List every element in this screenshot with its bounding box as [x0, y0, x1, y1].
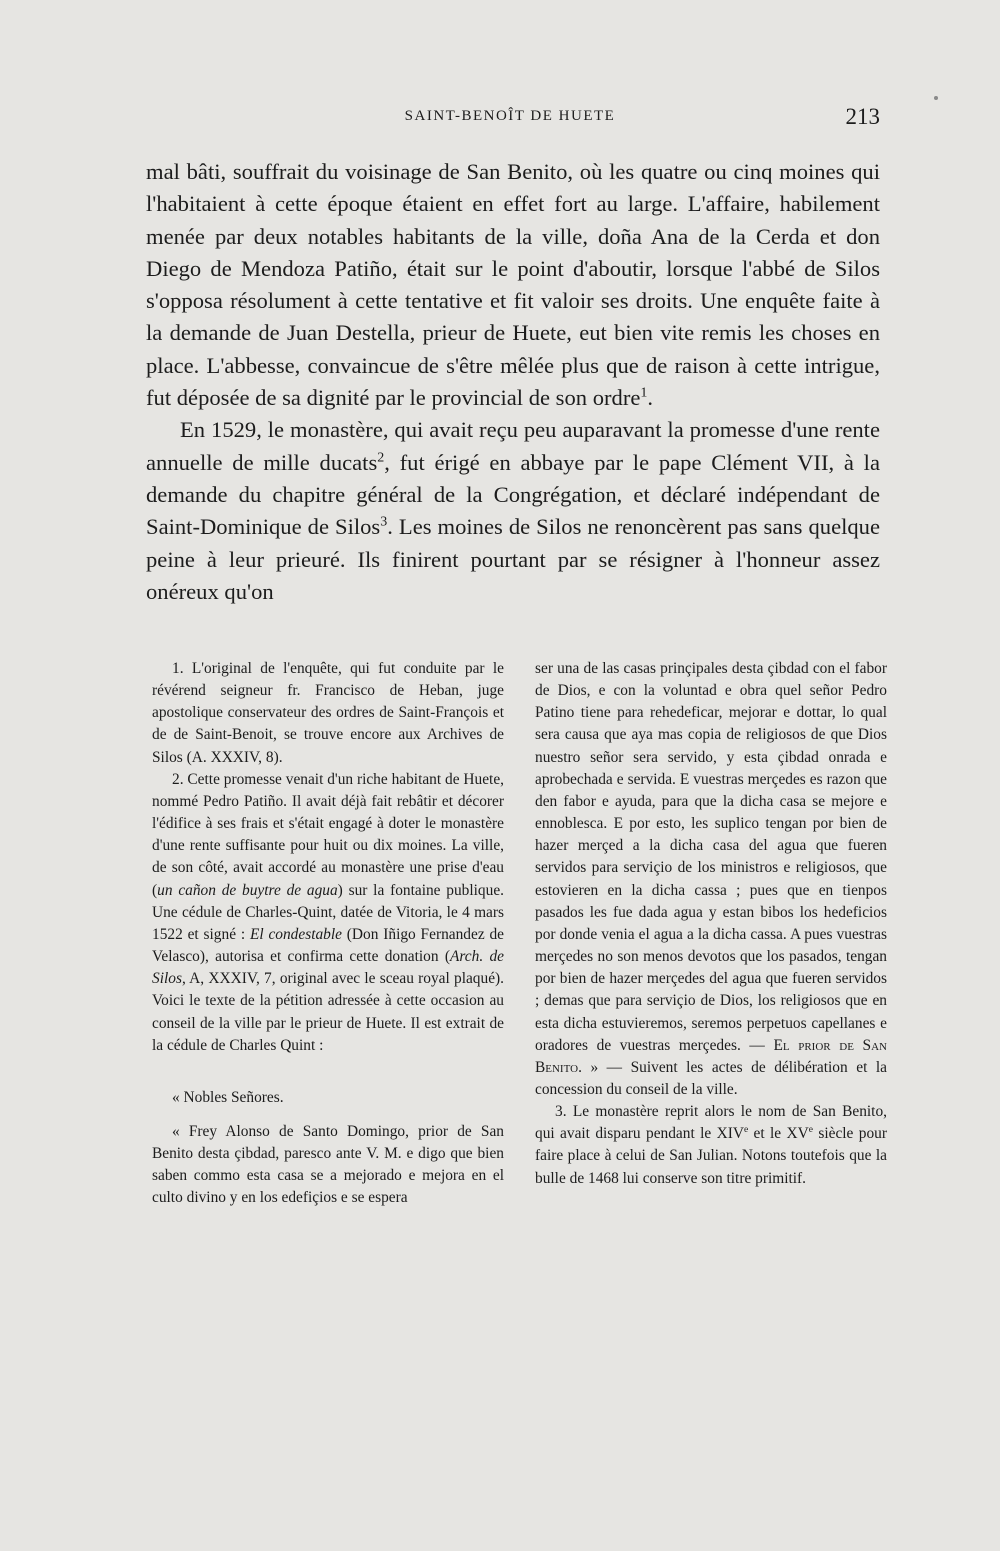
footnote-3-sup-2: e — [808, 1124, 813, 1136]
footnote-2-text-b: ) sur la fontaine publique. Une cédule de Charles-Quint, datée de Vitoria, le 4 mars 1522 et signé : — [152, 881, 504, 943]
footnote-2 — [152, 769, 504, 1057]
footnote-2-italic-3: Arch. de Silos — [152, 948, 504, 988]
footnote-2-italic-1: un cañon de buytre de agua — [157, 881, 338, 899]
main-text — [146, 156, 880, 608]
footnote-2-text-c: (Don Iñigo Fernandez de Velasco), autorisa et confirma cette donation ( — [152, 925, 504, 966]
footnote-2-text-d: , A, XXXIV, 7, original avec le sceau royal plaqué). Voici le texte de la pétition adressée à cette occasion au conseil de la ville par le prieur de Huete. Il est extrait de la cédule de Charles Quint : — [152, 970, 504, 1054]
footnote-ref-2: 2 — [377, 450, 385, 466]
quote-continuation — [535, 658, 887, 1101]
footnote-2-italic-2: El condestable — [249, 925, 342, 943]
running-head — [140, 104, 880, 134]
footnote-2-text-a: Cette promesse venait d'un riche habitant de Huete, nommé Pedro Patiño. Il avait déjà fait rebâtir et décorer l'édifice à ses frais et s'était engagé à doter le monastère d'une rente suffisante pour huit ou dix moines. La ville, de son côté, avait accordé au monastère une prise d'eau ( — [152, 770, 504, 899]
footnotes-right-column — [535, 658, 887, 1190]
footnote-3-text-c: siècle pour faire place à celui de San Julian. Notons toutefois que la bulle de 1468 lui conserve son titre primitif. — [535, 1125, 887, 1187]
quote-signature: El prior de San Benito — [535, 1036, 887, 1076]
main-paragraph-2-text-b: , fut érigé en abbaye par le pape Clément VII, à la demande du chapitre général de la Congrégation, et déclaré indépendant de Saint-Dominique de Silos — [146, 449, 880, 540]
footnote-1 — [152, 658, 504, 769]
footnote-1-number: 1. — [172, 660, 184, 677]
footnote-1-text: L'original de l'enquête, qui fut conduite par le révérend seigneur fr. Francisco de Heban, juge apostolique conservateur des ordres de Saint-François et de de Saint-Benoit, se trouve encore aux Archives de Silos (A. XXXIV, 8). — [152, 660, 504, 766]
footnote-3-number: 3. — [555, 1103, 567, 1121]
footnote-3-text-a: Le monastère reprit alors le nom de San Benito, qui avait disparu pendant le XIV — [535, 1103, 887, 1143]
footnote-2-number: 2. — [172, 770, 184, 788]
footnote-3 — [535, 1101, 887, 1190]
main-paragraph-2-text-a: En 1529, le monastère, qui avait reçu peu auparavant la promesse d'une rente annuelle de mille ducats — [146, 417, 880, 475]
main-paragraph-1-end: . — [647, 385, 654, 411]
footnote-ref-3: 3 — [380, 514, 388, 530]
quote-right-text: ser una de las casas prinçipales desta çibdad con el fabor de Dios, e con la voluntad e obra quel señor Pedro Patino tiene para rehedeficar, mejorar e dottar, lo qual sera causa que aya mas copia de religiosos de que Dios nuestro señor sera servido, y esta çibdad onrada e aprobechada e servida. E vuestras merçedes es razon que den fabor e ayuda, para que la dicha casa se mejore e ennoblesca. E por esto, les suplico tengan por bien de hazer merçed a la dicha casa del agua que fueren servidos para serviçio de los ministros e religiosos, que estovieren en la dicha cassa ; pues que en tienpos pasados les fue dada agua y estan bibos los hedeficios por donde venia el agua a la dicha cassa. A pues vuestras merçedes no son menos devotos que los pasados, tengan por bien de hazer merçedes del agua que fueren servidos ; demas que para serviçio de Dios, los religiosos que en esta dicha estuvieremos, seremos perpetuos capellanes e oradores de vuestras merçedes. — — [535, 660, 887, 1054]
quote-end-text: . » — Suivent les actes de délibération et la concession du conseil de la ville. — [535, 1058, 887, 1098]
quote-salutation: « Nobles Señores. — [172, 1088, 284, 1106]
paper-speck — [934, 96, 938, 100]
footnote-3-text-b: et le XV — [748, 1125, 809, 1143]
main-paragraph-1 — [146, 156, 880, 414]
main-paragraph-2 — [146, 414, 880, 608]
page-number: 213 — [845, 104, 880, 129]
main-paragraph-2-text-c: . Les moines de Silos ne renoncèrent pas sans quelque peine à leur prieuré. Ils finirent pourtant par se résigner à l'honneur assez onéreux qu'on — [146, 514, 880, 604]
footnote-ref-1: 1 — [640, 385, 648, 401]
footnotes-left-column — [152, 658, 504, 1210]
footnote-3-sup-1: e — [743, 1124, 749, 1136]
main-paragraph-1-text: mal bâti, souffrait du voisinage de San Benito, où les quatre ou cinq moines qui l'habitaient à cette époque étaient en effet fort au large. L'affaire, habilement menée par deux notables habitants de la ville, doña Ana de la Cerda et don Diego de Mendoza Patiño, était sur le point d'aboutir, lorsque l'abbé de Silos s'opposa résolument à cette tentative et fit valoir ses droits. Une enquête faite à la demande de Juan Destella, prieur de Huete, eut bien vite remis les choses en place. L'abbesse, convaincue de s'être mêlée plus que de raison à cette intrigue, fut déposée de sa dignité par le provincial de son ordre — [146, 159, 880, 411]
running-title: SAINT-BENOÎT DE HUETE — [404, 108, 616, 124]
quote-left: « Frey Alonso de Santo Domingo, prior de San Benito desta çibdad, paresco ante V. M. e digo que bien saben commo esta casa se a mejorado e mejora en el culto divino y en los edefiçios e se espera — [152, 1122, 504, 1207]
